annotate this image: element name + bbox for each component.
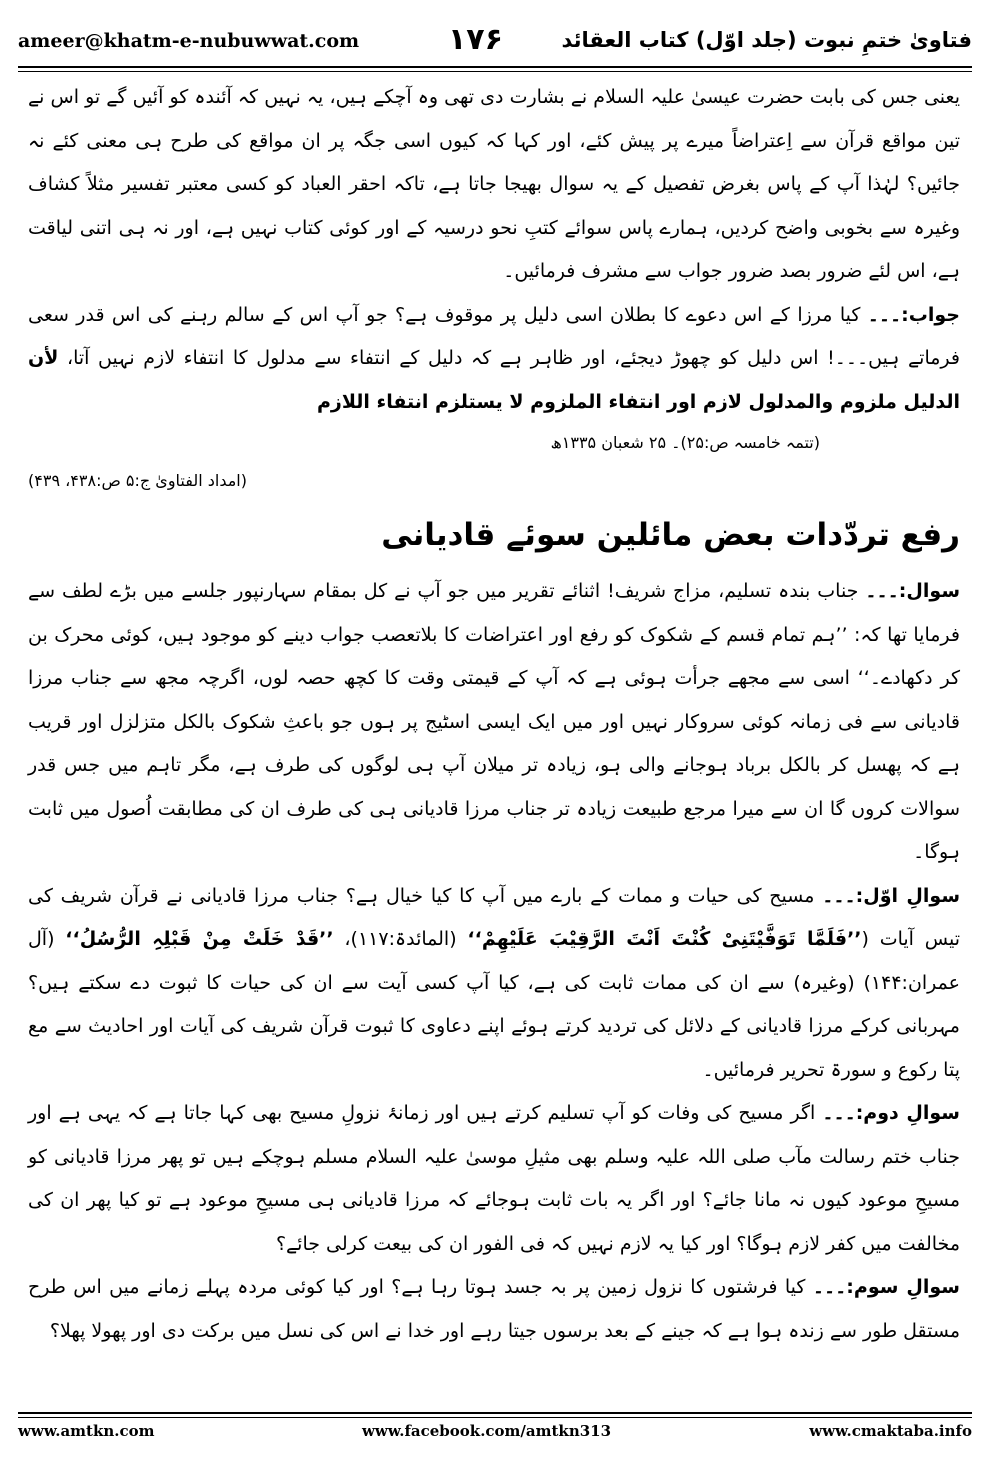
source-citation: (امداد الفتاویٰ ج:۵ ص:۴۳۸، ۴۳۹) [28, 471, 247, 490]
question-paragraph [28, 570, 960, 875]
footer-rule-thick [18, 1412, 972, 1414]
question-one-label: سوالِ اوّل:۔۔۔ [822, 884, 961, 907]
page-header [18, 22, 972, 62]
question-two-paragraph [28, 1092, 960, 1266]
paragraph-text: یعنی جس کی بابت حضرت عیسیٰ علیہ السلام نے بشارت دی تھی وہ آچکے ہیں، یہ نہیں کہ آئندہ کو آئیں گے تو اس نے تین مواقع قرآن سے اِعتراضاً میرے پر پیش کئے، اور کہا کہ کیوں اسی جگہ پر ان مواقع کی طرح ہی معنی کئے نہ جائیں؟ لہٰذا آپ کے پاس بغرض تفصیل کے یہ سوال بھیجا جاتا ہے، تاکہ احقر العباد کو کسی معتبر تفسیر مثلاً کشاف وغیرہ سے بخوبی واضح کردیں، ہمارے پاس سوائے کتبِ نحو درسیہ کے اور کوئی کتاب نہیں ہے، اور نہ ہی اتنی لیاقت ہے، اس لئے ضرور بصد ضرور جواب سے مشرف فرمائیں۔ [28, 86, 960, 282]
header-rule-thick [18, 66, 972, 68]
answer-dateline: (تتمہ خامسہ ص:۲۵)۔ ۲۵ شعبان ۱۳۳۵ھ [550, 433, 820, 452]
section-heading: رفع تردّدات بعض مائلین سوئے قادیانی [381, 517, 960, 553]
answer-text: کیا مرزا کے اس دعوے کا بطلان اسی دلیل پر موقوف ہے؟ جو آپ اس کے سالم رہنے کی اس قدر سعی فرماتے ہیں۔۔۔! اس دلیل کو چھوڑ دیجئے، اور ظاہر ہے کہ دلیل کے انتفاء سے مدلول کا انتفاء لازم نہیں آتا، [28, 303, 960, 369]
question-one-text-continued: سے ان کی ممات ثابت کی ہے، کیا آپ کسی آیت سے ان کی حیات کا ثبوت دے سکتے ہیں؟ مہربانی کرکے مرزا قادیانی کے دلائل کی تردید کرتے ہوئے اپنے دعاوی کا ثبوت قرآن شریف کی آیات اور احادیث سے مع پتا رکوع و سورۃ تحریر فرمائیں۔ [28, 971, 960, 1081]
page-footer [18, 1422, 972, 1446]
footer-rule-thin [18, 1417, 972, 1418]
question-label: سوال:۔۔۔ [865, 580, 960, 602]
question-two-text: اگر مسیح کی وفات کو آپ تسلیم کرتے ہیں اور زمانۂ نزولِ مسیح بھی کہا جاتا ہے کہ یہی ہے اور جناب ختم رسالت مآب صلی اللہ علیہ وسلم بھی مثیلِ موسیٰ علیہ السلام مسلم ہوچکے ہیں تو پھر مرزا قادیانی کو مسیحِ موعود کیوں نہ مانا جائے؟ اور اگر یہ بات ثابت ہوجائے کہ مرزا قادیانی ہی مسیحِ موعود ہے تو کیا پھر ان کی مخالفت میں کفر لازم ہوگا؟ اور کیا یہ لازم نہیں کہ فی الفور ان کی بیعت کرلی جائے؟ [28, 1102, 960, 1255]
verse-ref-2: (آل عمران:۱۴۴) (وغیرہ) [28, 928, 960, 994]
footer-link-facebook[interactable]: www.facebook.com/amtkn313 [362, 1422, 612, 1440]
paragraph-continuation [28, 76, 960, 294]
question-text: جناب بندہ تسلیم، مزاج شریف! اثنائے تقریر میں جو آپ نے کل بمقام سہارنپور جلسے میں بڑے لطف سے فرمایا تھا کہ: ’’ہم تمام قسم کے شکوک کو رفع اور اعتراضات کا بلاتعصب جواب دینے کو موجود ہیں، کوئی محرک بن کر دکھادے۔‘‘ اسی سے مجھے جرأت ہوئی ہے کہ آپ کے قیمتی وقت کا کچھ حصہ لوں، اگرچہ مجھ سے جناب مرزا قادیانی سے فی زمانہ کوئی سروکار نہیں اور میں ایک ایسی اسٹیج پر ہوں جو باعثِ شکوک بالکل متزلزل اور قریب ہے کہ پھسل کر بالکل برباد ہوجانے والی ہو، زیادہ تر میلان آپ ہی لوگوں کی طرف ہے، مگر تاہم میں جس قدر سوالات کروں گا ان سے میرا مرجع طبیعت زیادہ تر جناب مرزا قادیانی ہی کی طرف ان کی مطابقت اُصول میں ثابت ہوگا۔ [28, 580, 960, 863]
verse-ref-1: (المائدۃ:۱۱۷)، [344, 928, 457, 950]
answer-label: جواب:۔۔۔ [867, 303, 960, 326]
quran-verse-2: ’’قَدْ خَلَتْ مِنْ قَبْلِہِ الرُّسُلُ‘‘ [65, 928, 334, 950]
page-body [28, 76, 960, 1353]
page-number: ۱۷۶ [448, 22, 503, 57]
header-email[interactable]: ameer@khatm-e-nubuwwat.com [18, 30, 360, 52]
question-one-paragraph [28, 875, 960, 1093]
footer-link-amtkn[interactable]: www.amtkn.com [18, 1422, 155, 1440]
header-rule-thin [18, 71, 972, 72]
question-three-text: کیا فرشتوں کا نزول زمین پر بہ جسد ہوتا رہا ہے؟ اور کیا کوئی مردہ پہلے زمانے میں اس طرح مستقل طور سے زندہ ہوا ہے کہ جینے کے بعد برسوں جیتا رہے اور خدا نے اس کی نسل میں برکت دی اور پھولا پھلا؟ [28, 1276, 960, 1342]
question-three-paragraph [28, 1266, 960, 1353]
question-two-label: سوالِ دوم:۔۔۔ [822, 1102, 960, 1124]
answer-paragraph [28, 294, 960, 425]
question-three-label: سوالِ سوم:۔۔۔ [812, 1276, 960, 1298]
answer-arabic-maxim: لأن الدلیل ملزوم والمدلول لازم اور انتفاء الملزوم لا یستلزم انتفاء اللازم [28, 347, 960, 413]
question-one-text: مسیح کی حیات و ممات کے بارے میں آپ کا کیا خیال ہے؟ جناب مرزا قادیانی نے قرآن شریف کی تیس آیات ( [28, 884, 960, 950]
book-title: فتاویٰ ختمِ نبوت (جلد اوّل) کتاب العقائد [561, 28, 972, 52]
footer-link-cmaktaba[interactable]: www.cmaktaba.info [809, 1422, 972, 1440]
quran-verse-1: ’’فَلَمَّا تَوَفَّیْتَنِیْ کُنْتَ اَنْتَ الرَّقِیْبَ عَلَیْھِمْ‘‘ [467, 928, 862, 950]
